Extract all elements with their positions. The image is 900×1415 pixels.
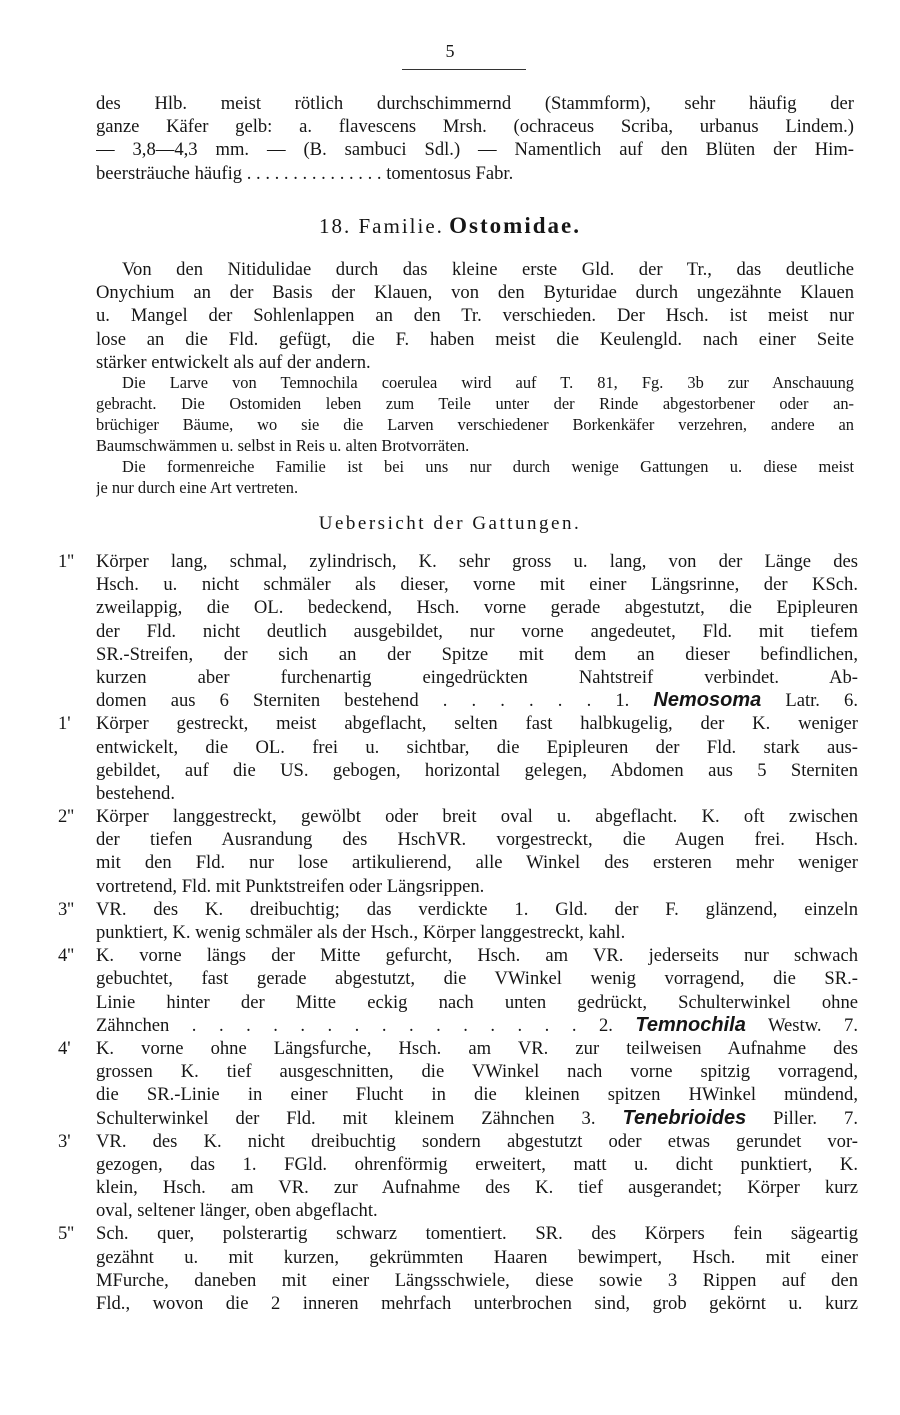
key-line: die SR.-Linie in einer Flucht in die kleinen spitzen HWinkel mündend, [96,1084,858,1106]
key-number: 4' [58,1037,71,1059]
key-line: grossen K. tief ausgeschnitten, die VWinkel nach vorne spitzig vorragend, [96,1061,858,1083]
header-rule [402,69,526,70]
page-number: 5 [445,41,455,61]
key-entry [58,805,858,898]
notes-line: brüchiger Bäume, wo sie die Larven verschiedener Borkenkäfer verzehren, andere an [96,415,854,434]
key-line: Linie hinter der Mitte eckig nach unten gedrückt, Schulterwinkel ohne [96,991,858,1013]
key-line: gebildet, auf die US. gebogen, horizontal gelegen, Abdomen aus 5 Sterniten [96,759,858,781]
notes-line: gebracht. Die Ostomiden leben zum Teile unter der Rinde abgestorbener oder an- [96,394,854,413]
key-line: zweilappig, die OL. bedeckend, Hsch. vorne gerade abgestutzt, die Epipleuren [96,597,858,619]
family-heading [0,214,900,238]
key-line: Körper gestreckt, meist abgeflacht, selten fast halbkugelig, der K. weniger [96,713,858,735]
notes-line: Die formenreiche Familie ist bei uns nur durch wenige Gattungen u. diese meist [122,457,854,476]
key-line: gezähnt u. mit kurzen, gekrümmten Haaren bewimpert, Hsch. mit einer [96,1246,858,1268]
description-line: u. Mangel der Sohlenlappen an den Tr. verschieden. Der Hsch. ist meist nur [96,305,854,327]
intro-line: beersträuche häufig . . . . . . . . . . . . . . . tomentosus Fabr. [96,162,514,184]
key-line: bestehend. [96,782,175,804]
description-line: stärker entwickelt als auf der andern. [96,351,371,373]
key-line: gebuchtet, fast gerade abgestutzt, die VWinkel wenig vorragend, die SR.- [96,968,858,990]
key-number: 1'' [58,551,74,572]
key-line: gezogen, das 1. FGld. ohrenförmig erweitert, matt u. dicht punktiert, K. [96,1153,858,1175]
key-entry [58,1130,858,1223]
genus-key [58,550,858,1315]
key-entry [58,1222,858,1315]
notes-line: je nur durch eine Art vertreten. [96,478,299,497]
key-line: mit den Fld. nur lose artikulierend, alle Winkel des ersteren mehr weniger [96,852,858,874]
key-line: Zähnchen . . . . . . . . . . . . . . . 2. Temnochila Westw. 7. [96,1013,858,1036]
key-line: oval, seltener länger, oben abgeflacht. [96,1200,378,1222]
key-line: der Fld. nicht deutlich ausgebildet, nur vorne angedeutet, Fld. mit tiefem [96,620,858,642]
key-line: Sch. quer, polsterartig schwarz tomentiert. SR. des Körpers fein sägeartig [96,1223,858,1245]
key-number: 3' [58,1130,71,1152]
key-number: 3'' [58,898,74,920]
key-number: 2'' [58,806,74,828]
key-line: SR.-Streifen, der sich an der Spitze mit dem an dieser befindlichen, [96,643,858,665]
key-line: K. vorne längs der Mitte gefurcht, Hsch. am VR. jederseits nur schwach [96,945,858,967]
family-description [96,258,854,374]
intro-line: — 3,8—4,3 mm. — (B. sambuci Sdl.) — Namentlich auf den Blüten der Him- [96,139,854,161]
key-line: punktiert, K. wenig schmäler als der Hsch., Körper langgestreckt, kahl. [96,922,626,943]
key-line: Fld., wovon die 2 inneren mehrfach unterbrochen sind, grob gekörnt u. kurz [96,1293,858,1314]
key-number: 1' [58,713,71,735]
description-line: lose an die Fld. gefügt, die F. haben meist die Keulengld. nach einer Seite [96,328,854,350]
intro-paragraph [96,92,854,185]
notes-line: Die Larve von Temnochila coerulea wird auf T. 81, Fg. 3b zur Anschauung [122,373,854,392]
key-entry [58,944,858,1037]
intro-line: ganze Käfer gelb: a. flavescens Mrsh. (ochraceus Scriba, urbanus Lindem.) [96,116,854,138]
intro-line: des Hlb. meist rötlich durchschimmernd (Stammform), sehr häufig der [96,93,854,114]
key-line: MFurche, daneben mit einer Längsschwiele, diese sowie 3 Rippen auf den [96,1269,858,1291]
key-entry [58,1037,858,1130]
key-line: klein, Hsch. am VR. zur Aufnahme des K. tief ausgerandet; Körper kurz [96,1177,858,1199]
overview-heading: Uebersicht der Gattungen. [318,513,582,534]
key-entry [58,712,858,805]
key-line: Hsch. u. nicht schmäler als dieser, vorne mit einer Längsrinne, der KSch. [96,574,858,596]
key-number: 5'' [58,1223,74,1245]
key-line: entwickelt, die OL. frei u. sichtbar, die Epipleuren der Fld. stark aus- [96,736,858,758]
key-line: VR. des K. dreibuchtig; das verdickte 1. Gld. der F. glänzend, einzeln [96,898,858,920]
key-line: der tiefen Ausrandung des HschVR. vorgestreckt, die Augen frei. Hsch. [96,829,858,851]
description-line: Von den Nitidulidae durch das kleine erste Gld. der Tr., das deutliche [122,259,854,280]
key-entry [58,550,858,712]
notes-line: Baumschwämmen u. selbst in Reis u. alten Brotvorräten. [96,436,470,455]
description-line: Onychium an der Basis der Klauen, von den Byturidae durch ungezähnte Klauen [96,282,854,304]
key-line: Körper lang, schmal, zylindrisch, K. sehr gross u. lang, von der Länge des [96,551,858,572]
family-number: 18. Familie. [319,214,444,238]
key-line: vortretend, Fld. mit Punktstreifen oder Längsrippen. [96,875,485,897]
family-notes [96,372,854,498]
genus-name: Nemosoma [653,689,762,712]
key-line: VR. des K. nicht dreibuchtig sondern abgestutzt oder etwas gerundet vor- [96,1130,858,1152]
family-name: Ostomidae. [449,213,581,238]
key-line: Körper langgestreckt, gewölbt oder breit oval u. abgeflacht. K. oft zwischen [96,806,858,828]
key-number: 4'' [58,945,74,967]
key-line: domen aus 6 Sterniten bestehend . . . . . . 1. Nemosoma Latr. 6. [96,689,858,712]
key-entry [58,898,858,944]
key-line: kurzen aber furchenartig eingedrückten Nahtstreif verbindet. Ab- [96,666,858,688]
genus-name: Temnochila [635,1013,746,1036]
genus-name: Tenebrioides [622,1106,747,1129]
key-line: Schulterwinkel der Fld. mit kleinem Zähnchen 3. Tenebrioides Piller. 7. [96,1106,858,1129]
key-line: K. vorne ohne Längsfurche, Hsch. am VR. zur teilweisen Aufnahme des [96,1037,858,1059]
